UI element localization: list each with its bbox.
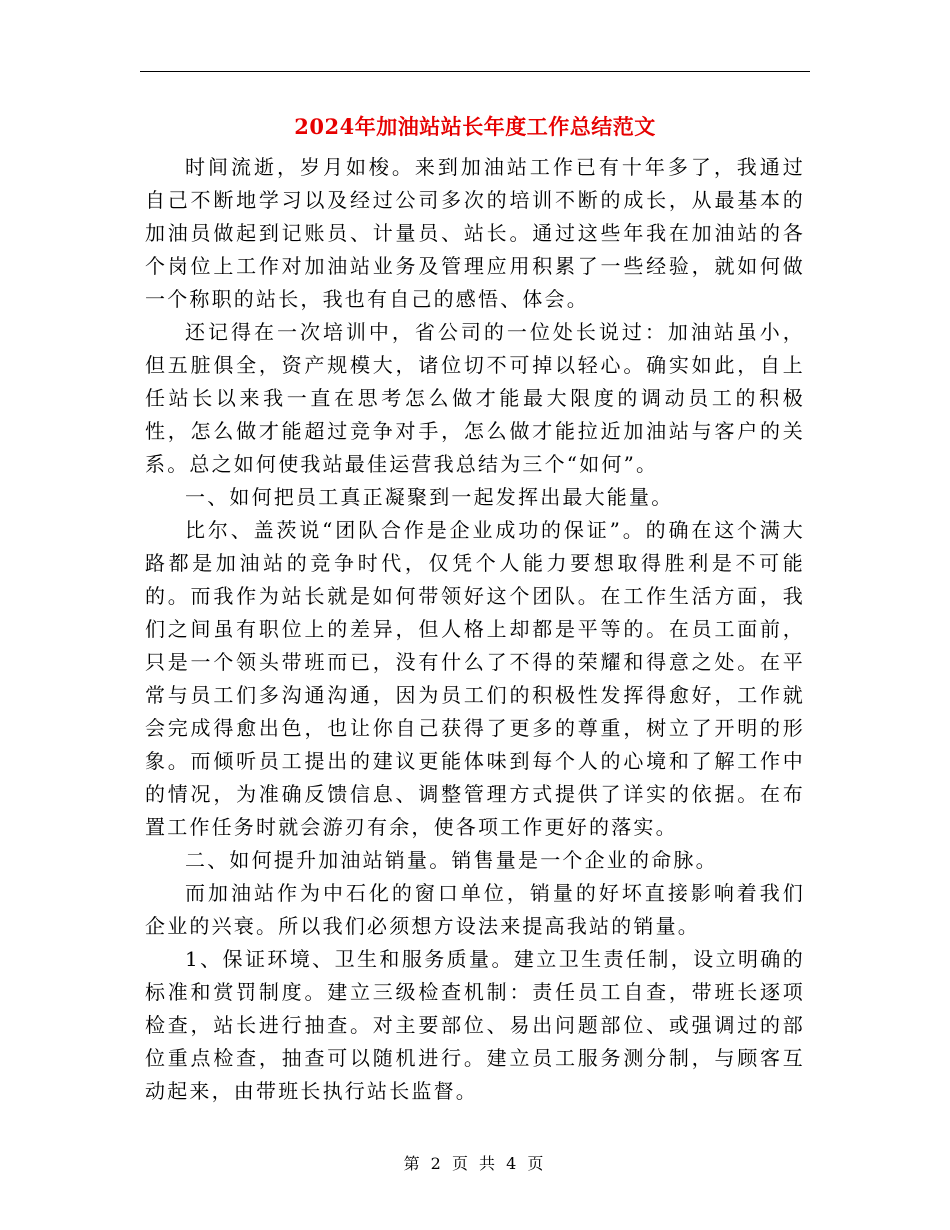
section-heading-2: 二、如何提升加油站销量。销售量是一个企业的命脉。: [185, 848, 718, 872]
paragraph-sales: 而加油站作为中石化的窗口单位，销量的好坏直接影响着我们企业的兴衰。所以我们必须想方设法来提高我站的销量。: [145, 881, 805, 938]
section-heading-1: 一、如何把员工真正凝聚到一起发挥出最大能量。: [185, 485, 674, 509]
header-rule: [140, 71, 810, 72]
paragraph-intro: 时间流逝，岁月如梭。来到加油站工作已有十年多了，我通过自己不断地学习以及经过公司多次的培训不断的成长，从最基本的加油员做起到记账员、计量员、站长。通过这些年我在加油站的各个岗位上工作对加油站业务及管理应用积累了一些经验，就如何做一个称职的站长，我也有自己的感悟、体会。: [145, 155, 805, 311]
page-number: 第 2 页 共 4 页: [403, 1154, 547, 1173]
paragraph-item-1: 1、保证环境、卫生和服务质量。建立卫生责任制，设立明确的标准和赏罚制度。建立三级检查机制：责任员工自查，带班长逐项检查，站长进行抽查。对主要部位、易出问题部位、或强调过的部位重点检查，抽查可以随机进行。建立员工服务测分制，与顾客互动起来，由带班长执行站长监督。: [145, 947, 805, 1103]
document-title: 2024年加油站站长年度工作总结范文: [294, 114, 656, 139]
paragraph-teamwork: 比尔、盖茨说“团队合作是企业成功的保证”。的确在这个满大路都是加油站的竞争时代，仅凭个人能力要想取得胜利是不可能的。而我作为站长就是如何带领好这个团队。在工作生活方面，我们之间虽有职位上的差异，但人格上却都是平等的。在员工面前，只是一个领头带班而已，没有什么了不得的荣耀和得意之处。在平常与员工们多沟通沟通，因为员工们的积极性发挥得愈好，工作就会完成得愈出色，也让你自己获得了更多的尊重，树立了开明的形象。而倾听员工提出的建议更能体味到每个人的心境和了解工作中的情况，为准确反馈信息、调整管理方式提供了详实的依据。在布置工作任务时就会游刃有余，使各项工作更好的落实。: [145, 518, 805, 839]
paragraph-training: 还记得在一次培训中，省公司的一位处长说过：加油站虽小，但五脏俱全，资产规模大，诸位切不可掉以轻心。确实如此，自上任站长以来我一直在思考怎么做才能最大限度的调动员工的积极性，怎么做才能超过竞争对手，怎么做才能拉近加油站与客户的关系。总之如何使我站最佳运营我总结为三个“如何”。: [145, 320, 805, 476]
document-body: [145, 151, 805, 1108]
